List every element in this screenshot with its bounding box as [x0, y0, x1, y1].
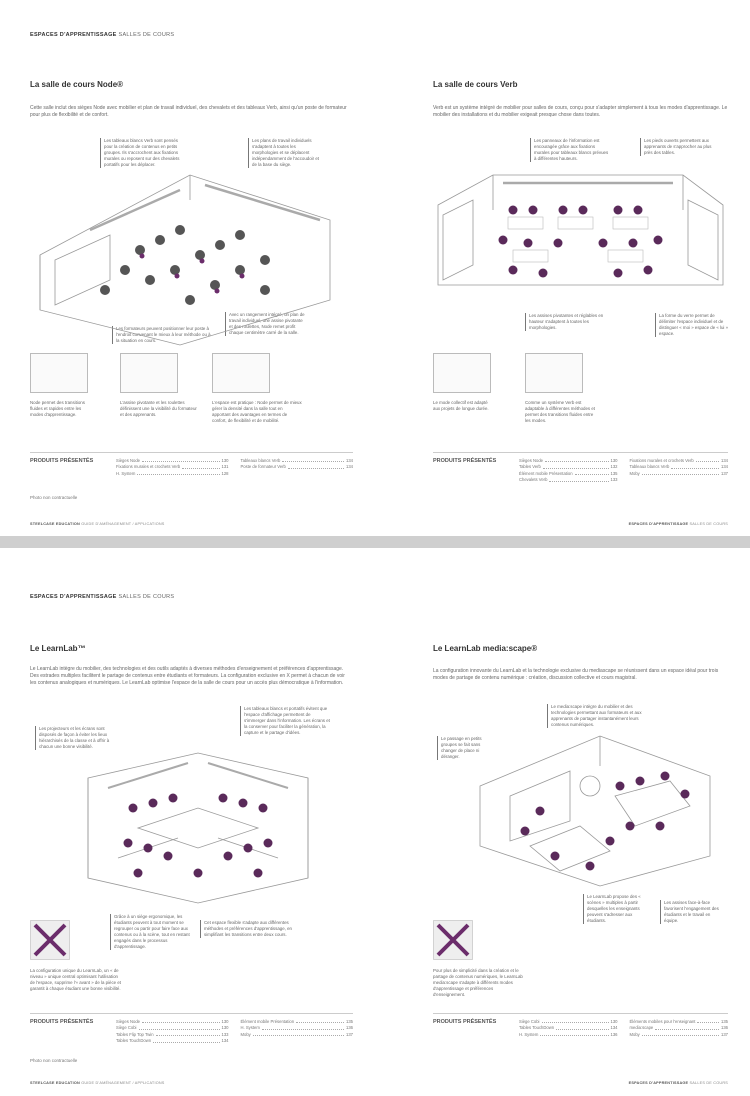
products-column: [116, 1019, 229, 1045]
intro-paragraph: Le LearnLab intègre du mobilier, des technologies et des outils adaptés à diverses méthodes d'enseignement et préférences d'apprentissage. Des estrades multiples facilitent le partage de contenus entre étudiants et formateurs. La configuration exclusive en X permet à chacun de voir les contenus analogiques et numériques. Le LearnLab optimise l'espace de la salle de cours pour un accès plus démocratique à l'information.: [30, 666, 345, 687]
node-classroom-illustration: [30, 160, 350, 350]
callout: Le media:scape intègre du mobilier et des technologies permettant aux formateurs et aux apprenants de partager instantanément leurs contenus numériques.: [547, 704, 647, 728]
product-entry: Chevalets Verb 133: [519, 477, 618, 483]
callout: Le passage en petits groupes se fait sans changer de place ni déranger.: [437, 736, 497, 760]
running-head-section: ESPACES D'APPRENTISSAGE: [30, 32, 117, 38]
running-head-subsection: SALLES DE COURS: [118, 32, 175, 38]
callout: Cet espace flexible s'adapte aux différentes méthodes et préférences d'apprentissage, en simplifiant les transitions entre deux cours.: [200, 920, 292, 938]
product-entry: Siège Cobi 130: [519, 1019, 618, 1024]
callout: Les projecteurs et les écrans sont disposés de façon à éviter les lieux hiérarchisés de la classe et à offrir à chacun une bonne visibilité.: [35, 726, 113, 750]
product-entry: Sièges Node 130: [116, 458, 229, 463]
product-entry: Tables TouchDown 134: [116, 1038, 229, 1044]
products-column: [241, 458, 354, 477]
product-entry: Élément mobile Présentation 135: [240, 1019, 353, 1024]
callout: Les formateurs peuvent positionner leur poste à l'endroit convenant le mieux à leur méthode ou à la situation en cours.: [112, 326, 212, 344]
callout: Les panneaux de l'information est encouragée grâce aux fixations murales pour tableaux blancs prévues à différentes hauteurs.: [530, 138, 610, 162]
verb-classroom-illustration: [433, 165, 728, 310]
product-entry: H. System 136: [519, 1031, 618, 1037]
products-column: [116, 458, 229, 477]
layout-note: Node permet des transitions fluides et rapides entre les modes d'apprentissage.: [30, 400, 85, 417]
product-entry: Sièges Node 130: [116, 1019, 229, 1024]
layout-note: Comme un système Verb est adaptable à différentes méthodes et permet des transitions fluides entre les modes.: [525, 400, 595, 423]
learnlab-illustration: [78, 748, 318, 908]
product-entry: Élément mobile Présentation 135: [519, 470, 618, 476]
folio: STEELCASE EDUCATION GUIDE D'AMÉNAGEMENT / APPLICATIONS: [30, 522, 165, 526]
product-entry: Poste de formateur Verb 134: [240, 464, 353, 470]
layout-thumbnail: [30, 353, 88, 393]
product-entry: Tables Flip Top Twin 133: [116, 1031, 229, 1037]
page-title: La salle de cours Node®: [30, 80, 124, 89]
layout-note: L'assise pivotante et les roulettes définissent une la visibilité du formateur et des apprenants.: [120, 400, 197, 417]
layout-thumbnail: [433, 920, 473, 960]
spread-bottom: [0, 548, 750, 1096]
callout: Les plans de travail individuels s'adaptent à toutes les morphologies et se déplacent indépendamment de l'accoudoir et de la base du siège.: [248, 138, 320, 168]
folio: ESPACES D'APPRENTISSAGE SALLES DE COURS: [628, 1081, 728, 1085]
page-learnlab-mediascape: [375, 548, 750, 1096]
page-title: La salle de cours Verb: [433, 80, 518, 89]
callout: Les assises face-à-face favorisent l'engagement des étudiants et le travail en équipe.: [660, 900, 722, 924]
layout-thumbnail: [525, 353, 583, 393]
products-label: PRODUITS PRÉSENTÉS: [30, 1019, 94, 1025]
running-head-subsection: SALLES DE COURS: [118, 594, 175, 600]
product-entry: Tableaux blancs Verb 134: [240, 458, 353, 463]
callout: La forme du verre permet de délimiter l'espace individuel et de distinguer « moi » espace de « lui » espace.: [655, 313, 730, 337]
product-entry: Sièges Node 130: [519, 458, 618, 463]
layout-thumbnail: [433, 353, 491, 393]
products-label: PRODUITS PRÉSENTÉS: [30, 458, 94, 464]
folio: STEELCASE EDUCATION GUIDE D'AMÉNAGEMENT / APPLICATIONS: [30, 1081, 165, 1085]
layout-thumbnail: [212, 353, 270, 393]
products-column: [519, 458, 618, 484]
layout-thumbnail: [30, 920, 70, 960]
product-entry: Moby 137: [629, 470, 728, 476]
products-presented: [433, 1013, 728, 1043]
layout-thumbnail: [120, 353, 178, 393]
products-presented: [30, 1013, 353, 1049]
page-node-classroom: [0, 0, 375, 536]
layout-note: Pour plus de simplicité dans la création et le partage de contenus numériques, le LearnLab media:scape s'adapte à différents modes d'apprentissage et préférences d'enseignement.: [433, 968, 523, 997]
product-entry: Tables TouchDown 134: [519, 1025, 618, 1031]
page-title: Le LearnLab™: [30, 644, 86, 653]
spread-top: [0, 0, 750, 536]
product-entry: Tables Verb 132: [519, 464, 618, 470]
callout: Avec un rangement intégré, un plan de travail individuel, une assise pivotante et des roulettes, Node remet profit chaque centimètre carré de la salle.: [225, 312, 305, 336]
running-head-section: ESPACES D'APPRENTISSAGE: [30, 594, 117, 600]
layout-note: La configuration unique du LearnLab, un « de niveau » unique central optimisant l'utilisation de l'espace, supprime l'« avant » de la pièce et garantit à chaque étudiant une bonne visibilité.: [30, 968, 122, 991]
callout: Grâce à un siège ergonomique, les étudiants peuvent à tout moment se regrouper ou partir pour faire face aux contenus ou à la scène, tout en restant engagés dans le processus d'apprentissage.: [110, 914, 198, 950]
intro-paragraph: Cette salle inclut des sièges Node avec mobilier et plan de travail individuel, des chevalets et des tableaux Verb, ainsi qu'un poste de formateur pour plus de flexibilité et de confort.: [30, 105, 347, 119]
callout: Les assises pivotantes et réglables en hauteur s'adaptent à toutes les morphologies.: [525, 313, 605, 331]
callout: Le LearnLab propose des « scènes » multiples à partir desquelles les enseignants peuvent s'adresser aux étudiants.: [583, 894, 645, 924]
product-entry: Moby 137: [240, 1031, 353, 1037]
product-entry: Fixations murales et crochets Verb 131: [116, 464, 229, 470]
intro-paragraph: Verb est un système intégré de mobilier pour salles de cours, conçu pour s'adapter simplement à tous les modes d'apprentissage. Le mobilier des installations et du mobilier exigeait presque chose dans toutes.: [433, 105, 728, 119]
products-presented: [433, 452, 728, 488]
folio: ESPACES D'APPRENTISSAGE SALLES DE COURS: [628, 522, 728, 526]
products-label: PRODUITS PRÉSENTÉS: [433, 1019, 497, 1025]
page-title: Le LearnLab media:scape®: [433, 644, 538, 653]
products-label: PRODUITS PRÉSENTÉS: [433, 458, 497, 464]
product-entry: Éléments mobiles pour l'enseignant 135: [629, 1019, 728, 1024]
photo-credit: Photo non contractuelle: [30, 1058, 78, 1063]
product-entry: Siège Cobi 130: [116, 1025, 229, 1031]
product-entry: Tableaux blancs Verb 134: [629, 464, 728, 470]
product-entry: H. System 128: [116, 470, 229, 476]
photo-credit: Photo non contractuelle: [30, 495, 78, 500]
callout: Les tableaux blancs et portatifs évitent que l'espace d'affichage permettent de s'immerger dans l'information. Les écrans et la conserver pour faciliter la génération, la capture et le partage d'idées.: [240, 706, 330, 736]
page-verb-classroom: [375, 0, 750, 536]
product-entry: Moby 137: [629, 1031, 728, 1037]
product-entry: Fixations murales et crochets Verb 134: [629, 458, 728, 463]
intro-paragraph: La configuration innovante du LearnLab et la technologie exclusive du mediascape se réunissent dans un espace idéal pour trois modes de partage de contenu numérique : création, discussion collective et cours magistral.: [433, 668, 719, 682]
products-presented: [30, 452, 353, 482]
mediascape-illustration: [470, 726, 720, 891]
product-entry: media:scape 136: [629, 1025, 728, 1031]
products-column: [519, 1019, 618, 1038]
layout-note: L'espace est pratique : Node permet de mieux gérer la densité dans la salle tout en apportant des avantages en termes de confort, de flexibilité et de mobilité.: [212, 400, 302, 423]
products-column: [241, 1019, 354, 1045]
callout: Les tableaux blancs Verb sont pensés pour la création de contenus en petits groupes. Ils s'accrochent aux fixations murales ou reposent sur des chevalets portatifs pour les déplacer.: [100, 138, 180, 168]
layout-note: Le mode collectif est adapté aux projets de longue durée.: [433, 400, 489, 411]
product-entry: H. System 136: [240, 1025, 353, 1031]
products-column: [630, 458, 729, 484]
page-learnlab: [0, 548, 375, 1096]
callout: Les pieds ouverts permettent aux apprenants de s'approcher au plus près des tables.: [640, 138, 720, 156]
products-column: [630, 1019, 729, 1038]
